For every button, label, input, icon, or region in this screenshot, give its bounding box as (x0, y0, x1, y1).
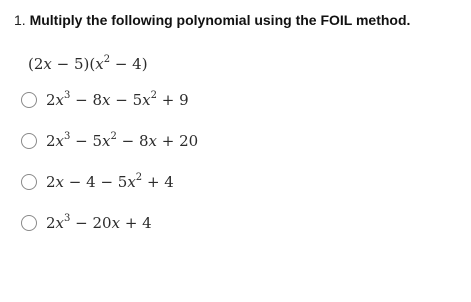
option-a-term1-var: x (55, 91, 65, 109)
option-c-term3: − 5 (95, 173, 128, 191)
radio-button-a[interactable] (21, 92, 37, 108)
option-b-text (46, 132, 198, 150)
expr-factor2-open: ( (89, 55, 96, 73)
option-b-term1-coef: 2 (46, 132, 56, 150)
expr-factor2-rest: − 4) (110, 55, 148, 73)
expr-factor1-open: (2 (28, 55, 44, 73)
option-a-term3-exp: 2 (150, 90, 158, 101)
option-b-term3-var: x (148, 132, 158, 150)
option-d-term1-var: x (55, 214, 65, 232)
option-b-term2-exp: 2 (110, 131, 117, 142)
option-b-term2: − 5 (70, 132, 103, 150)
option-a-term1-exp: 3 (64, 90, 71, 101)
option-d-text (46, 214, 152, 232)
option-b-term3: − 8 (116, 132, 149, 150)
option-a-term1-coef: 2 (46, 91, 56, 109)
expr-factor1-rest: − 5) (51, 55, 90, 73)
option-a-term2: − 8 (70, 91, 103, 109)
option-c-term3-exp: 2 (135, 172, 143, 183)
option-c-text (46, 173, 174, 191)
option-d-term4: + 4 (120, 214, 152, 232)
option-c-term3-var: x (127, 173, 136, 191)
answer-option-b[interactable] (21, 131, 198, 151)
expr-factor1-var: x (43, 55, 52, 73)
answer-option-d[interactable] (21, 213, 152, 233)
expr-factor2-exp: 2 (103, 54, 111, 65)
option-a-term2-var: x (102, 91, 111, 109)
radio-button-b[interactable] (21, 133, 37, 149)
option-d-term1-exp: 3 (64, 213, 71, 224)
option-b-term4: + 20 (157, 132, 199, 150)
option-d-term2: − 20 (70, 214, 112, 232)
option-b-term2-var: x (102, 132, 111, 150)
option-a-term4: + 9 (157, 91, 189, 109)
option-d-term2-var: x (111, 214, 121, 232)
polynomial-expression (28, 55, 148, 73)
option-b-term1-exp: 3 (64, 131, 71, 142)
expr-factor2-var: x (95, 55, 104, 73)
question-prompt (14, 10, 464, 30)
option-c-term1-var: x (55, 173, 65, 191)
option-c-term4: + 4 (142, 173, 174, 191)
option-a-text (46, 91, 189, 109)
radio-button-c[interactable] (21, 174, 37, 190)
option-b-term1-var: x (55, 132, 65, 150)
option-c-term1-coef: 2 (46, 173, 56, 191)
option-d-term1-coef: 2 (46, 214, 56, 232)
radio-button-d[interactable] (21, 215, 37, 231)
option-a-term3-var: x (142, 91, 151, 109)
answer-option-a[interactable] (21, 90, 189, 110)
answer-option-c[interactable] (21, 172, 174, 192)
option-a-term3: − 5 (110, 91, 143, 109)
option-c-term2: − 4 (64, 173, 96, 191)
question-number: 1. (14, 12, 26, 28)
question-text: Multiply the following polynomial using the FOIL method. (29, 12, 411, 28)
